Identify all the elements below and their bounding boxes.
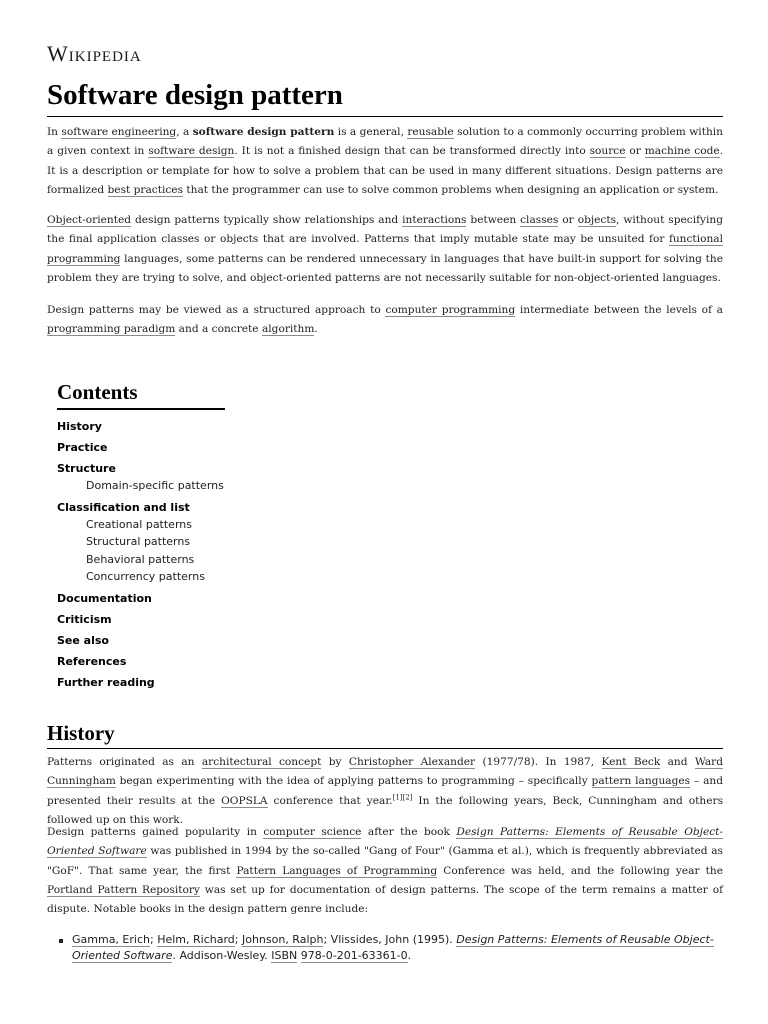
link-objects[interactable]: objects [577,214,617,226]
link-oopsla[interactable]: OOPSLA [221,794,268,807]
toc-item-documentation[interactable]: Documentation [57,591,152,605]
intro-paragraph-1 [47,123,723,200]
toc-subgroup-classification [57,516,277,586]
text: that the programmer can use to solve common problems when designing an application or system. [183,183,719,196]
text: – and presented their results at the [47,775,724,807]
toc-item-structure[interactable]: Structure [57,462,116,475]
link-algorithm[interactable]: algorithm [261,323,315,336]
text: was published in 1994 by the so-called "Gang of Four" (Gamma et al.), which is frequently abbreviated as "GoF". That same year, the first [47,845,723,877]
text: and a concrete [175,323,262,336]
text: began experimenting with the idea of applying patterns to programming – specifically [115,775,592,788]
toc-item-further-reading[interactable]: Further reading [57,675,155,689]
text: Patterns originated as an [47,756,202,768]
link-author-helm[interactable]: Helm, Richard [157,933,235,946]
text: and [660,756,695,768]
toc-item-criticism[interactable]: Criticism [57,612,112,626]
history-paragraph-1 [47,753,723,830]
text: conference that year. [267,794,393,807]
text: In [47,126,62,138]
text: between [466,214,521,226]
link-classes[interactable]: classes [520,214,559,226]
text: . [407,949,412,962]
book-title: Design Patterns: Elements of Reusable Object-Oriented Software [72,933,714,962]
link-object-oriented[interactable]: Object-oriented [47,214,132,226]
text: Design patterns gained popularity in [47,826,264,838]
text: , a [176,126,193,138]
link-computer-programming[interactable]: computer programming [385,304,516,316]
text: design patterns typically show relationships and [131,214,403,226]
book-title: Design Patterns: Elements of Reusable Object-Oriented Software [47,826,723,858]
text: ; [234,933,242,946]
link-ward-cunningham[interactable]: Ward Cunningham [47,756,723,788]
text: . It is not a finished design that can be transformed directly into [234,145,590,158]
toc-item-classification[interactable]: Classification and list [57,500,190,514]
toc-subitem-concurrency[interactable]: Concurrency patterns [86,570,205,583]
text: was set up for documentation of design patterns. The scope of the term remains a matter of dispute. Notable books in the design pattern genre include: [47,883,723,916]
link-kent-beck[interactable]: Kent Beck [601,756,661,768]
intro-paragraph-2 [47,211,723,288]
toc-subitem-behavioral[interactable]: Behavioral patterns [86,552,195,566]
wikipedia-wordmark[interactable]: Wikipedia [47,41,142,66]
text: intermediate between the levels of a [515,304,723,316]
list-item [57,932,723,964]
history-paragraph-2 [47,823,723,919]
toc-title: Contents [57,378,225,410]
text: (1977/78). In 1987, [475,756,602,768]
toc-item-see-also[interactable]: See also [57,633,109,647]
link-portland-pattern-repository[interactable]: Portland Pattern Repository [47,883,200,896]
text: or [558,214,578,226]
link-pattern-languages[interactable]: pattern languages [591,775,691,788]
section-heading-history: History [47,719,723,749]
text: or [625,145,645,158]
text: by [321,756,349,768]
text: Conference was held, and the following year the [437,864,723,877]
text: solution to a commonly occurring problem within a given context in [47,126,723,158]
text: Design patterns may be viewed as a structured approach to [47,304,386,316]
link-software-engineering[interactable]: software engineering [61,126,177,138]
link-reusable[interactable]: reusable [407,126,454,138]
text: languages, some patterns can be rendered unnecessary in languages that have built-in support for solving the problem they are trying to solve, and object-oriented patterns are not necessarily suitable for non-object-oriented languages. [47,252,723,284]
link-functional-programming[interactable]: functional programming [47,233,723,265]
text: after the book [361,826,457,838]
text: . Addison-Wesley. [172,949,272,962]
link-interactions[interactable]: interactions [402,214,467,226]
page-title: Software design pattern [47,77,723,117]
link-programming-paradigm[interactable]: programming paradigm [47,323,176,336]
toc-subitem-domain-specific[interactable]: Domain-specific patterns [86,479,224,492]
toc-item-practice[interactable]: Practice [57,441,108,454]
link-source[interactable]: source [589,145,626,158]
link-plop-conference[interactable]: Pattern Languages of Programming [236,864,438,877]
toc-item-history[interactable]: History [57,420,102,433]
toc-subitem-creational[interactable]: Creational patterns [86,517,192,531]
text: In the following years, Beck, Cunningham and others followed up on this work. [47,794,724,826]
toc-subgroup-structure [57,477,277,495]
notable-books-list [57,932,723,964]
text: , without specifying the final application classes or objects that are involved. Patterns that imply mutable state may be unsuited for [47,214,723,246]
text: . It is a description or template for how to solve a problem that can be used in many different situations. Design patterns are formalized [47,145,724,196]
link-author-johnson[interactable]: Johnson, Ralph [241,933,324,946]
text: ; [149,933,158,946]
intro-paragraph-3 [47,301,723,340]
link-best-practices[interactable]: best practices [107,183,184,196]
link-christopher-alexander[interactable]: Christopher Alexander [348,756,476,768]
link-computer-science[interactable]: computer science [263,826,362,838]
link-machine-code[interactable]: machine code [644,145,720,158]
link-software-design[interactable]: software design [148,145,235,158]
link-author-gamma[interactable]: Gamma, Erich [72,933,150,946]
reference-marker[interactable]: [1][2] [392,793,413,802]
toc-item-references[interactable]: References [57,654,127,668]
link-isbn-number[interactable]: 978-0-201-63361-0 [300,949,408,962]
text: is a general, [334,126,408,138]
text: ; Vlissides, John (1995). [323,933,457,946]
link-architectural-concept[interactable]: architectural concept [201,756,322,768]
toc-subitem-structural[interactable]: Structural patterns [86,535,191,548]
text: . [314,323,318,336]
bold-term: software design pattern [192,126,335,138]
link-isbn-label[interactable]: ISBN [271,949,298,962]
table-of-contents [57,378,277,693]
